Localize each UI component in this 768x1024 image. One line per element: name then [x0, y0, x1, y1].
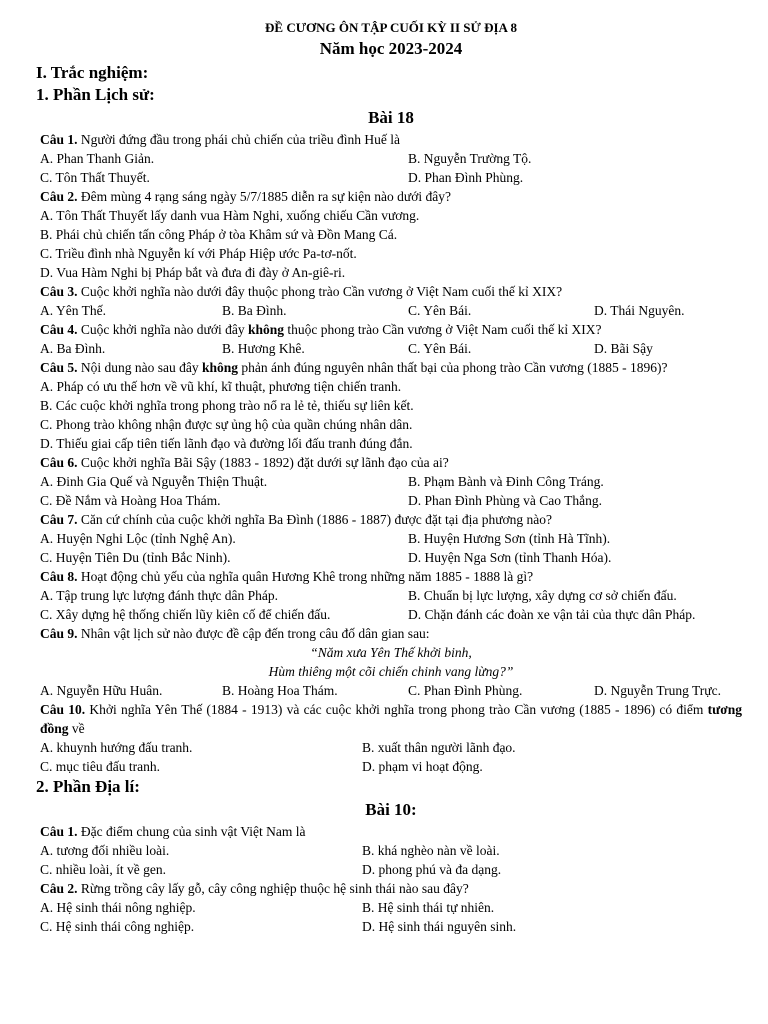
option-c: C. Phan Đình Phùng. — [408, 683, 523, 698]
option-a: A. Yên Thế. — [40, 303, 106, 318]
question-text-pre: Nội dung nào sau đây — [77, 360, 202, 375]
question-text: Người đứng đầu trong phái chủ chiến của triều đình Huế là — [77, 132, 400, 147]
question-label: Câu 5. — [40, 360, 78, 375]
option-d: D. Thiếu giai cấp tiên tiến lãnh đạo và đường lối đấu tranh đúng đắn. — [40, 436, 413, 451]
lesson-heading: Bài 10: — [365, 800, 417, 819]
question-6 — [40, 453, 742, 472]
option-b: B. Huyện Hương Sơn (tỉnh Hà Tĩnh). — [408, 531, 611, 546]
question-label: Câu 2. — [40, 189, 78, 204]
school-year: Năm học 2023-2024 — [319, 39, 463, 58]
option-d: D. Huyện Nga Sơn (tỉnh Thanh Hóa). — [408, 550, 612, 565]
folk-riddle-line-1: “Năm xưa Yên Thế khởi binh, — [310, 645, 472, 660]
question-9 — [40, 624, 742, 643]
option-a: A. Hệ sinh thái nông nghiệp. — [40, 900, 196, 915]
option-c: C. Yên Bái. — [408, 341, 472, 356]
part-heading-geography: 2. Phần Địa lí: — [36, 777, 140, 796]
option-d: D. phạm vi hoạt động. — [362, 759, 483, 774]
options-row — [40, 738, 742, 757]
options-row — [40, 917, 742, 936]
option-c: C. Phong trào không nhận được sự ủng hộ của quần chúng nhân dân. — [40, 417, 413, 432]
option-c: C. Đề Nắm và Hoàng Hoa Thám. — [40, 493, 221, 508]
option-d: D. phong phú và đa dạng. — [362, 862, 502, 877]
option-d: D. Phan Đình Phùng và Cao Thắng. — [408, 493, 602, 508]
question-label: Câu 9. — [40, 626, 78, 641]
question-label: Câu 1. — [40, 132, 78, 147]
question-1 — [40, 130, 742, 149]
option-a: A. Pháp có ưu thế hơn về vũ khí, kĩ thuật, phương tiện chiến tranh. — [40, 379, 402, 394]
options-row — [40, 491, 742, 510]
question-label: Câu 6. — [40, 455, 78, 470]
option-d: D. Bãi Sậy — [594, 341, 653, 356]
options-row — [40, 548, 742, 567]
options-row — [40, 472, 742, 491]
option-c: C. Xây dựng hệ thống chiến lũy kiên cố để chiến đấu. — [40, 607, 331, 622]
option-b: B. Chuẩn bị lực lượng, xây dựng cơ sở chiến đấu. — [408, 588, 677, 603]
lesson-heading: Bài 18 — [368, 108, 414, 127]
question-10 — [40, 700, 742, 738]
option-c: C. mục tiêu đấu tranh. — [40, 759, 160, 774]
question-label: Câu 4. — [40, 322, 78, 337]
question-text-pre: Cuộc khởi nghĩa nào dưới đây — [77, 322, 248, 337]
question-label: Câu 3. — [40, 284, 78, 299]
option-a: A. Tôn Thất Thuyết lấy danh vua Hàm Nghi, xuống chiếu Cần vương. — [40, 208, 420, 223]
option-c: C. Hệ sinh thái công nghiệp. — [40, 919, 195, 934]
options-row — [40, 841, 742, 860]
question-text: Cuộc khởi nghĩa Bãi Sậy (1883 - 1892) đặt dưới sự lãnh đạo của ai? — [77, 455, 449, 470]
option-a: A. Huyện Nghi Lộc (tỉnh Nghệ An). — [40, 531, 236, 546]
question-text-post: phản ánh đúng nguyên nhân thất bại của phong trào Cần vương (1885 - 1896)? — [238, 360, 668, 375]
option-a: A. Nguyễn Hữu Huân. — [40, 683, 163, 698]
question-label: Câu 2. — [40, 881, 78, 896]
question-text: Đêm mùng 4 rạng sáng ngày 5/7/1885 diễn ra sự kiện nào dưới đây? — [77, 189, 451, 204]
geo-question-1 — [40, 822, 742, 841]
option-b: B. Phạm Bành và Đinh Công Tráng. — [408, 474, 604, 489]
question-label: Câu 8. — [40, 569, 78, 584]
options-row — [40, 586, 742, 605]
options-row — [40, 301, 742, 320]
question-text: Rừng trồng cây lấy gỗ, cây công nghiệp thuộc hệ sinh thái nào sau đây? — [77, 881, 469, 896]
option-d: D. Hệ sinh thái nguyên sinh. — [362, 919, 517, 934]
option-a: A. tương đối nhiều loài. — [40, 843, 170, 858]
document-title: ĐỀ CƯƠNG ÔN TẬP CUỐI KỲ II SỬ ĐỊA 8 — [265, 20, 517, 35]
options-row — [40, 605, 742, 624]
options-row — [40, 757, 742, 776]
option-b: B. Hệ sinh thái tự nhiên. — [362, 900, 495, 915]
options-row — [40, 168, 742, 187]
question-emphasis: không — [202, 360, 239, 375]
option-b: B. xuất thân người lãnh đạo. — [362, 740, 516, 755]
question-3 — [40, 282, 742, 301]
option-c: C. Tôn Thất Thuyết. — [40, 170, 150, 185]
question-text: Cuộc khởi nghĩa nào dưới đây thuộc phong trào Cần vương ở Việt Nam cuối thế kỉ XIX? — [77, 284, 563, 299]
option-a: A. Phan Thanh Giản. — [40, 151, 155, 166]
option-a: A. khuynh hướng đấu tranh. — [40, 740, 193, 755]
option-a: A. Tập trung lực lượng đánh thực dân Pháp. — [40, 588, 279, 603]
section-heading: I. Trắc nghiệm: — [36, 63, 149, 82]
question-label: Câu 1. — [40, 824, 78, 839]
question-emphasis: tương đồng — [40, 702, 742, 736]
question-8 — [40, 567, 742, 586]
question-text: Căn cứ chính của cuộc khởi nghĩa Ba Đình (1886 - 1887) được đặt tại địa phương nào? — [77, 512, 553, 527]
question-emphasis: không — [247, 322, 284, 337]
options-row — [40, 898, 742, 917]
geo-question-2 — [40, 879, 742, 898]
options-row — [40, 860, 742, 879]
part-heading-history: 1. Phần Lịch sử: — [36, 85, 155, 104]
option-b: B. Ba Đình. — [222, 303, 287, 318]
option-b: B. Các cuộc khởi nghĩa trong phong trào nổ ra lẻ tẻ, thiếu sự liên kết. — [40, 398, 414, 413]
question-text: Đặc điểm chung của sinh vật Việt Nam là — [77, 824, 306, 839]
question-7 — [40, 510, 742, 529]
question-2 — [40, 187, 742, 206]
option-b: B. Hoàng Hoa Thám. — [222, 683, 338, 698]
option-c: C. nhiều loài, ít về gen. — [40, 862, 166, 877]
folk-riddle-line-2: Hùm thiêng một cõi chiến chinh vang lừng?” — [268, 664, 514, 679]
option-a: A. Ba Đình. — [40, 341, 106, 356]
question-5 — [40, 358, 742, 377]
option-c: C. Huyện Tiên Du (tỉnh Bắc Ninh). — [40, 550, 231, 565]
question-4 — [40, 320, 742, 339]
option-b: B. Hương Khê. — [222, 341, 305, 356]
option-b: B. Phái chủ chiến tấn công Pháp ở tòa Khâm sứ và Đồn Mang Cá. — [40, 227, 398, 242]
option-d: D. Vua Hàm Nghi bị Pháp bắt và đưa đi đày ở An-giê-ri. — [40, 265, 346, 280]
options-row — [40, 339, 742, 358]
options-row — [40, 149, 742, 168]
option-a: A. Đinh Gia Quế và Nguyễn Thiện Thuật. — [40, 474, 268, 489]
question-text: Hoạt động chủ yếu của nghĩa quân Hương Khê trong những năm 1885 - 1888 là gì? — [77, 569, 534, 584]
question-text: Nhân vật lịch sử nào được đề cập đến trong câu đố dân gian sau: — [77, 626, 430, 641]
options-row — [40, 529, 742, 548]
question-text-pre: Khởi nghĩa Yên Thế (1884 - 1913) và các cuộc khởi nghĩa trong phong trào Cần vương (1885 - 1896) có điểm — [85, 702, 708, 717]
option-b: B. khá nghèo nàn về loài. — [362, 843, 500, 858]
option-b: B. Nguyễn Trường Tộ. — [408, 151, 532, 166]
question-label: Câu 7. — [40, 512, 78, 527]
options-row — [40, 681, 742, 700]
option-d: D. Nguyễn Trung Trực. — [594, 683, 721, 698]
option-c: C. Triều đình nhà Nguyễn kí với Pháp Hiệp ước Pa-tơ-nốt. — [40, 246, 357, 261]
option-d: D. Thái Nguyên. — [594, 303, 685, 318]
option-c: C. Yên Bái. — [408, 303, 472, 318]
option-d: D. Phan Đình Phùng. — [408, 170, 524, 185]
question-label: Câu 10. — [40, 702, 86, 717]
question-text-post: về — [68, 721, 85, 736]
option-d: D. Chặn đánh các đoàn xe vận tải của thực dân Pháp. — [408, 607, 696, 622]
question-text-post: thuộc phong trào Cần vương ở Việt Nam cuối thế kỉ XIX? — [284, 322, 602, 337]
